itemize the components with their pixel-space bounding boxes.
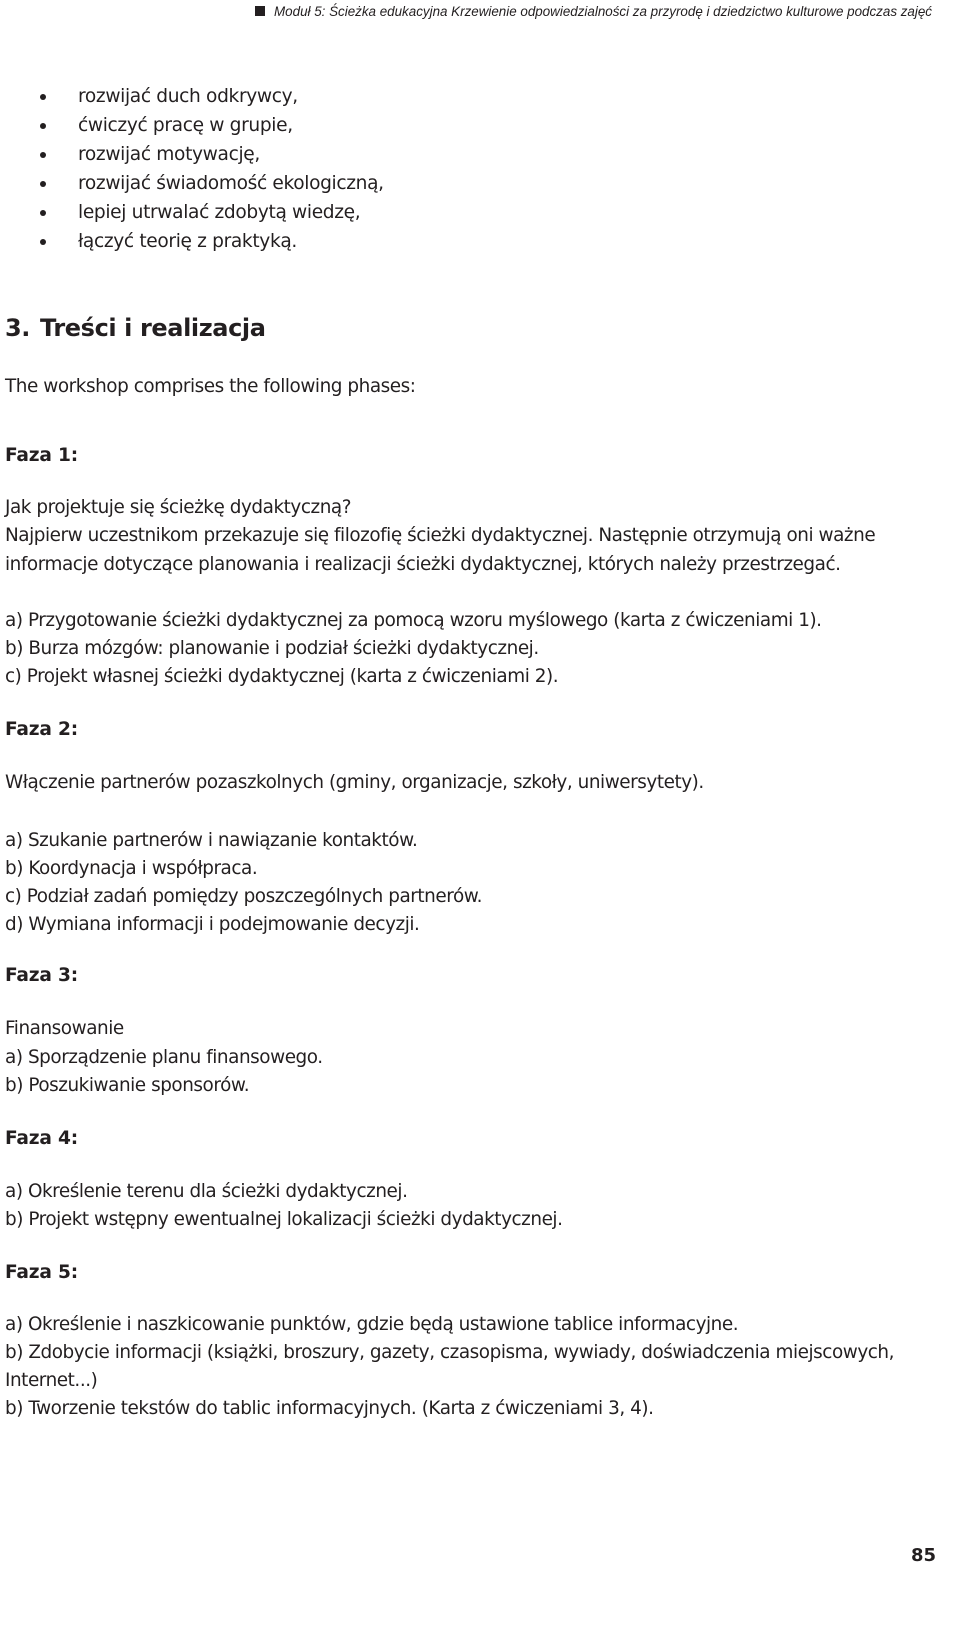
square-bullet-icon: [255, 6, 265, 16]
phase-1-item-a: a) Przygotowanie ścieżki dydaktycznej za pomocą wzoru myślowego (karta z ćwiczeniami 1).: [5, 610, 822, 631]
list-item: ćwiczyć pracę w grupie,: [40, 111, 384, 140]
phase-3-item-b: b) Poszukiwanie sponsorów.: [5, 1075, 250, 1096]
list-item: łączyć teorię z praktyką.: [40, 227, 384, 256]
phase-1-item-b: b) Burza mózgów: planowanie i podział ścieżki dydaktycznej.: [5, 638, 539, 659]
running-header: [120, 4, 932, 19]
phase-1-item-c: c) Projekt własnej ścieżki dydaktycznej (karta z ćwiczeniami 2).: [5, 666, 559, 687]
phase-5-item-b-continued: Internet...): [5, 1370, 98, 1391]
phase-5-item-b: b) Zdobycie informacji (książki, broszury, gazety, czasopisma, wywiady, doświadczenia miejscowych,: [5, 1342, 895, 1363]
section-heading: [5, 314, 266, 342]
bullet-icon: [40, 239, 46, 245]
phase-4-item-b: b) Projekt wstępny ewentualnej lokalizacji ścieżki dydaktycznej.: [5, 1209, 563, 1230]
phase-4-item-a: a) Określenie terenu dla ścieżki dydaktycznej.: [5, 1181, 408, 1202]
bullet-icon: [40, 181, 46, 187]
page-number: 85: [910, 1545, 936, 1566]
phase-3-item-a: a) Sporządzenie planu finansowego.: [5, 1047, 323, 1068]
list-item: rozwijać motywację,: [40, 140, 384, 169]
objectives-list: [40, 82, 384, 256]
list-item: rozwijać duch odkrywcy,: [40, 82, 384, 111]
section-title: Treści i realizacja: [40, 314, 266, 342]
bullet-icon: [40, 123, 46, 129]
phase-2-label: Faza 2:: [5, 719, 78, 740]
phase-2-item-b: b) Koordynacja i współpraca.: [5, 858, 258, 879]
bullet-icon: [40, 210, 46, 216]
phase-1-label: Faza 1:: [5, 445, 78, 466]
phase-5-item-b2: b) Tworzenie tekstów do tablic informacyjnych. (Karta z ćwiczeniami 3, 4).: [5, 1398, 654, 1419]
phase-3-label: Faza 3:: [5, 965, 78, 986]
phase-2-item-c: c) Podział zadań pomiędzy poszczególnych partnerów.: [5, 886, 483, 907]
phase-4-label: Faza 4:: [5, 1128, 78, 1149]
phase-5-label: Faza 5:: [5, 1262, 78, 1283]
phase-2-item-d: d) Wymiana informacji i podejmowanie decyzji.: [5, 914, 420, 935]
list-item: lepiej utrwalać zdobytą wiedzę,: [40, 198, 384, 227]
phase-1-paragraph-line-2: informacje dotyczące planowania i realizacji ścieżki dydaktycznej, których należy przestrzegać.: [5, 554, 841, 575]
phase-2-intro: Włączenie partnerów pozaszkolnych (gminy, organizacje, szkoły, uniwersytety).: [5, 772, 704, 793]
section-number: 3.: [5, 314, 31, 342]
intro-text: The workshop comprises the following phases:: [5, 376, 416, 397]
phase-2-item-a: a) Szukanie partnerów i nawiązanie kontaktów.: [5, 830, 418, 851]
bullet-icon: [40, 152, 46, 158]
bullet-icon: [40, 94, 46, 100]
phase-3-intro: Finansowanie: [5, 1018, 124, 1039]
phase-1-question: Jak projektuje się ścieżkę dydaktyczną?: [5, 497, 352, 518]
list-item: rozwijać świadomość ekologiczną,: [40, 169, 384, 198]
phase-1-paragraph-line-1: Najpierw uczestnikom przekazuje się filozofię ścieżki dydaktycznej. Następnie otrzymują oni ważne: [5, 525, 876, 546]
phase-5-item-a: a) Określenie i naszkicowanie punktów, gdzie będą ustawione tablice informacyjne.: [5, 1314, 739, 1335]
running-header-text: Moduł 5: Ścieżka edukacyjna Krzewienie odpowiedzialności za przyrodę i dziedzictwo kulturowe podczas zajęć: [274, 4, 932, 19]
